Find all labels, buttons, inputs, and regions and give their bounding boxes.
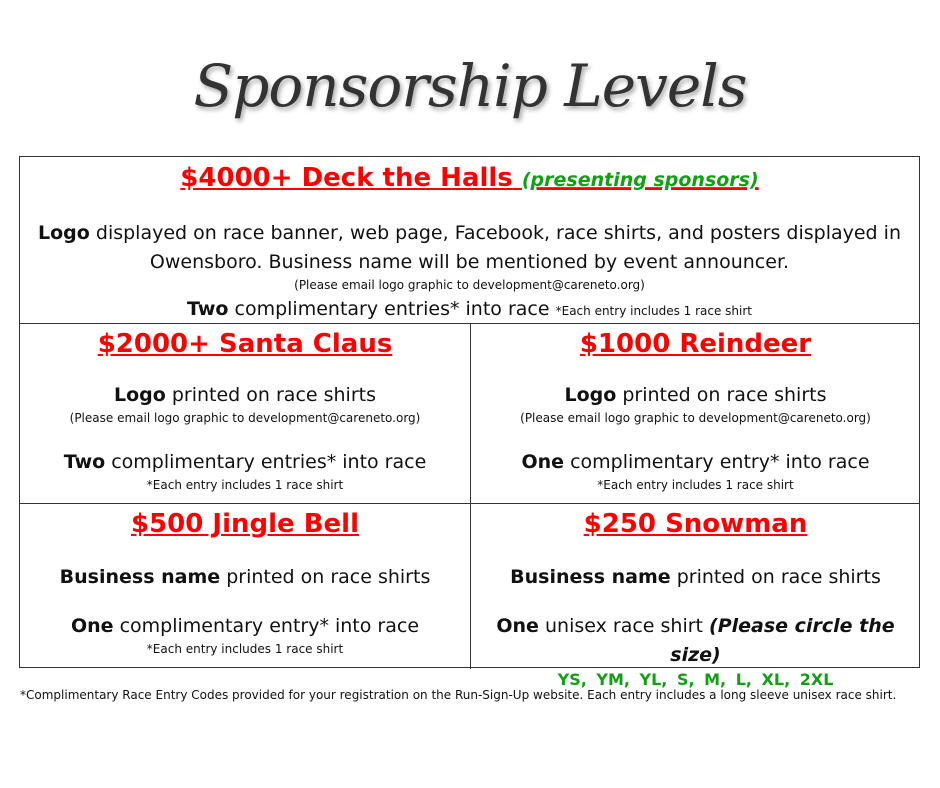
footnote: *Complimentary Race Entry Codes provided for your registration on the Run-Sign-Up website. Each entry includes a long sleeve unisex race shirt. (20, 688, 897, 702)
benefit-entries (20, 448, 470, 477)
benefit-bold: Two (63, 451, 106, 473)
benefit-bold: One (496, 615, 539, 637)
shirt-sizes[interactable]: YS, YM, YL, S, M, L, XL, 2XL (557, 670, 834, 689)
benefit-entries (471, 448, 920, 477)
benefit-entries (20, 612, 470, 641)
tier-heading: $1000 Reindeer (579, 329, 812, 359)
benefit-text: complimentary entries* into race (105, 451, 427, 473)
email-note: (Please email logo graphic to development@careneto.org) (520, 411, 871, 425)
benefit-text: complimentary entries* into race (228, 298, 556, 320)
entry-note: *Each entry includes 1 race shirt (597, 478, 794, 492)
tier-title: $4000+ Deck the Halls (180, 163, 513, 193)
entry-note: *Each entry includes 1 race shirt (555, 304, 753, 318)
benefit-logo (20, 219, 919, 248)
benefit-bold: One (70, 615, 114, 637)
tier-reindeer (471, 329, 920, 493)
tier-santa-claus (20, 329, 470, 493)
email-note: (Please email logo graphic to development@careneto.org) (294, 278, 645, 292)
tier-snowman (471, 509, 920, 689)
benefit-bold: Business name (510, 566, 671, 588)
sponsorship-table (19, 156, 920, 689)
entry-note: *Each entry includes 1 race shirt (146, 642, 344, 656)
entry-note: *Each entry includes 1 race shirt (146, 478, 344, 492)
benefit-text: printed on race shirts (165, 384, 376, 406)
tier-jingle-bell (20, 509, 470, 657)
benefit-bold: Logo (113, 384, 166, 406)
benefit-bold: Logo (38, 222, 90, 244)
benefit-text: printed on race shirts (670, 566, 881, 588)
benefit-text: unisex race shirt (538, 615, 710, 637)
benefit-text: complimentary entry* into race (564, 451, 870, 473)
benefit-shirt (471, 612, 920, 670)
benefit-text: complimentary entry* into race (113, 615, 420, 637)
benefit-business-name (471, 563, 920, 592)
benefit-entries (20, 295, 919, 326)
tier-heading: $500 Jingle Bell (131, 509, 359, 539)
benefit-logo (20, 381, 470, 410)
benefit-bold: Logo (564, 384, 617, 406)
benefit-logo (471, 381, 920, 410)
benefit-text: printed on race shirts (616, 384, 827, 406)
circle-size-note: (Please circle the size) (670, 615, 895, 666)
benefit-business-name (20, 563, 470, 592)
benefit-bold: Two (186, 298, 229, 320)
tier-heading: $250 Snowman (583, 509, 808, 539)
benefit-announcer: Owensboro. Business name will be mentioned by event announcer. (149, 251, 790, 273)
page-title: Sponsorship Levels (193, 52, 747, 120)
tier-heading: $2000+ Santa Claus (97, 329, 393, 359)
benefit-text: printed on race shirts (220, 566, 431, 588)
presenting-note: (presenting sponsors) (521, 169, 759, 191)
tier-deck-the-halls (20, 163, 919, 326)
benefit-text: displayed on race banner, web page, Facebook, race shirts, and posters displayed in (89, 222, 901, 244)
benefit-bold: One (521, 451, 565, 473)
benefit-bold: Business name (59, 566, 221, 588)
tier-heading (20, 163, 919, 195)
email-note: (Please email logo graphic to development@careneto.org) (69, 411, 421, 425)
